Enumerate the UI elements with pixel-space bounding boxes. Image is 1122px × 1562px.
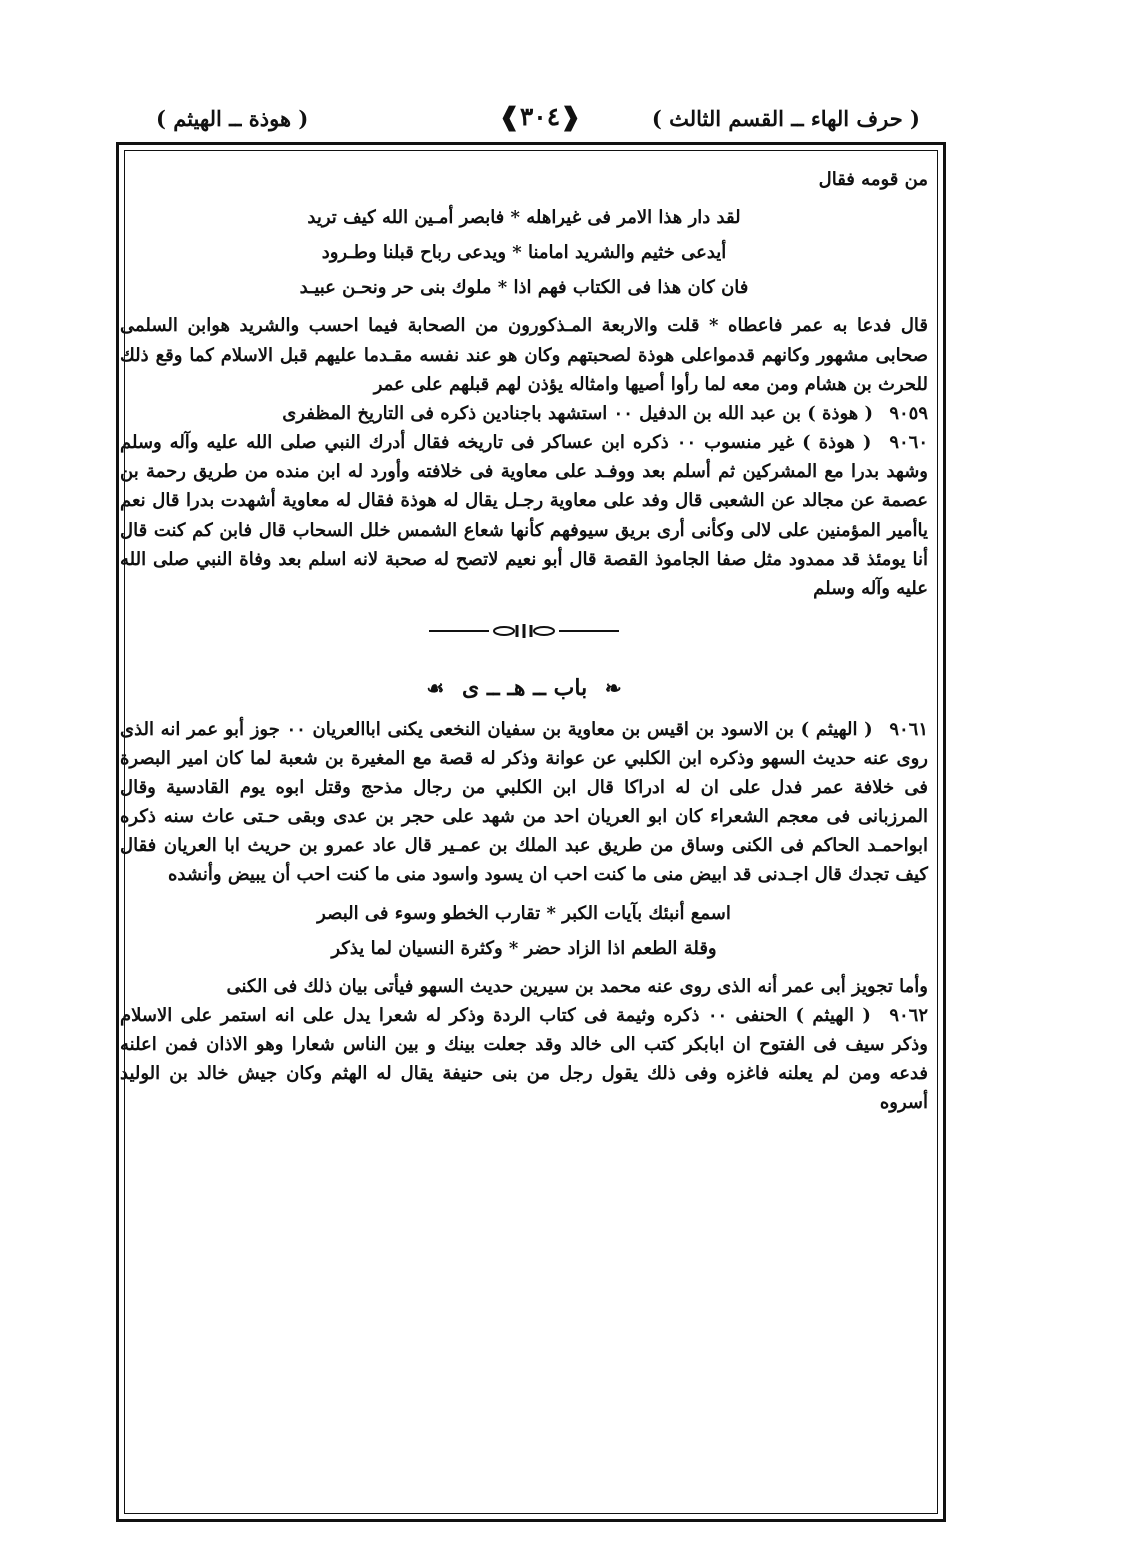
entry-number: ٩٠٥٩ [889, 402, 928, 424]
section-title-text: باب ــ هـ ــ ى [461, 675, 588, 701]
poem-1 [120, 200, 928, 305]
poem-verse: أيدعى خثيم والشريد امامنا * ويدعى رباح قبلنا وطـرود [321, 242, 727, 264]
ornamental-divider [120, 617, 928, 647]
entry-text: ( الهيثم ) الحنفى ٠٠ ذكره وثيمة فى كتاب الردة وذكر له شعرا يدل على انه استمر على الاسلام وذكر سيف فى الفتوح ان ابابكر كتب الى خالد وقد جعلت بينك و بين الناس شعارا وهو الاذان فمن اعلنه فدعه ومن لم يعلنه فاغزه وفى ذلك يقول رجل من بنى حنيفة يقال له الهثم وكان جيش خالد بن الوليد أسروه [120, 1004, 928, 1114]
entry-text: ( الهيثم ) بن الاسود بن اقيس بن معاوية بن سفيان النخعى يكنى اباالعريان ٠٠ جوز أبو عمر انه الذى روى عنه حديث السهو وذكره ابن الكلبي عن عوانة وذكر له قصة مع المغيرة بن شعبة لما كان امير البصرة فى خلافة عمر فدل على ان له ادراكا قال ابن الكلبي من رجال مذحج وقتل ابوه يوم القادسية وقال المرزبانى فى معجم الشعراء كان ابو العريان احد من شهد على حجر بن عدى وبقى حـتى عاث سنه ذكره ابواحمـد الحاكم فى الكنى وساق من طريق عبد الملك بن عمـير قال عاد عمرو بن حريث ابا العريان فقال كيف تجدك قال اجـدنى قد ابيض منى ما كنت احب ان يسود واسود منى ما كنت احب أن يبيض وأنشده [120, 718, 928, 886]
divider-ornament-icon [429, 623, 619, 639]
section-heading [120, 671, 928, 707]
poem-verse: فان كان هذا فى الكتاب فهم اذا * ملوك بنى حر ونحـن عبيـد [299, 277, 749, 299]
page-body [120, 165, 928, 1118]
paragraph: قال فدعا به عمر فاعطاه * قلت والاربعة المـذكورون من الصحابة فيما احسب والشريد هوابن السلمى صحابى مشهور وكانهم قدمواعلى هوذة لصحبتهم وكان هو عند نفسه مقـدما عليهم قبل الاسلام كما وقع ذلك للحرث بن هشام ومن معه لما رأوا أصيها وامثاله يؤذن لهم قبلهم على عمر [120, 315, 928, 395]
entry-9060 [120, 428, 928, 603]
poem-verse: اسمع أنبئك بآيات الكبر * تقارب الخطو وسوء فى البصر [317, 902, 731, 924]
entry-9062 [120, 1001, 928, 1118]
ornament-icon: ☙ [426, 676, 445, 700]
intro-line: من قومه فقال [818, 169, 928, 190]
entry-text: ( هوذة ) بن عبد الله بن الدفيل ٠٠ استشهد باجنادين ذكره فى التاريخ المظفرى [282, 402, 874, 424]
paragraph: وأما تجويز أبى عمر أنه الذى روى عنه محمد بن سيرين حديث السهو فيأتى بيان ذلك فى الكنى [226, 975, 928, 997]
entry-text: ( هوذة ) غير منسوب ٠٠ ذكره ابن عساكر فى تاريخه فقال أدرك النبي صلى الله عليه وآله وسلم وشهد بدرا مع المشركين ثم أسلم بعد ووفـد على معاوية فى خلافته وأورد له ابن منده من طريق رحمة بن عصمة عن مجالد عن الشعبى قال وفد على معاوية رجـل يقال له هوذة فقال له معاوية أشهدت بدرا قال نعم ياأمير المؤمنين على لالى وكأنى أرى بريق سيوفهم كأنها شعاع الشمس خلل السحاب قال فابن كم كنت قال أنا يومئذ قد ممدود مثل صفا الجاموذ القصة قال أبو نعيم لاتصح له صحبة لانه اسلم بعد وفاة النبي صلى الله عليه وآله وسلم [120, 432, 928, 599]
entry-number: ٩٠٦٠ [889, 432, 928, 454]
poem-2 [120, 896, 928, 966]
entry-number: ٩٠٦١ [889, 718, 928, 740]
ornament-icon: ❧ [604, 676, 622, 700]
page-number: ❰٣٠٤❱ [498, 102, 582, 131]
entry-9061 [120, 715, 928, 890]
entry-9059 [120, 399, 928, 428]
header-chapter-label: ( حرف الهاء ــ القسم الثالث ) [651, 106, 920, 131]
poem-verse: لقد دار هذا الامر فى غيراهله * فابصر أمـين الله كيف تريد [307, 207, 741, 229]
header-entry-range: ( هوذة ــ الهيثم ) [156, 106, 309, 131]
poem-verse: وقلة الطعم اذا الزاد حضر * وكثرة النسيان لما يذكر [331, 937, 717, 959]
entry-number: ٩٠٦٢ [889, 1004, 928, 1026]
page-header [120, 98, 960, 142]
